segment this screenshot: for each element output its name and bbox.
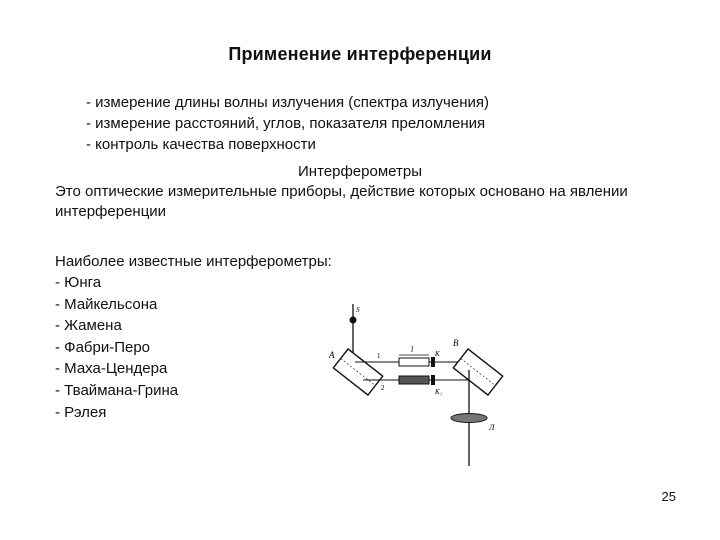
- plate-a: [333, 349, 382, 395]
- slide-title: Применение интерференции: [228, 44, 492, 64]
- list-item: - Рэлея: [55, 403, 107, 421]
- list-item: - Фабри-Перо: [55, 338, 151, 356]
- list-item: - Майкельсона: [55, 295, 158, 313]
- interferometer-types-list: [55, 272, 178, 423]
- list-item: - Жамена: [55, 317, 122, 335]
- jamin-interferometer-diagram: [325, 300, 525, 470]
- list-item: - Маха-Цендера: [55, 360, 168, 378]
- label-beam-2: 2: [381, 384, 385, 392]
- list-item: - измерение расстояний, углов, показателя преломления: [86, 115, 486, 132]
- definition-text: Это оптические измерительные приборы, действие которых основано на явлении интерференции: [55, 183, 628, 220]
- interferometers-intro: Наиболее известные интерферометры:: [55, 253, 332, 270]
- list-item: - измерение длины волны излучения (спектра излучения): [86, 94, 489, 111]
- label-k1: K₁: [435, 388, 443, 396]
- label-plate-a: A: [329, 350, 335, 360]
- plate-b: [453, 349, 502, 395]
- page-number: 25: [661, 489, 676, 504]
- label-lens: Л: [489, 423, 495, 432]
- list-item: - Юнга: [55, 274, 102, 291]
- list-item: - контроль качества поверхности: [86, 136, 316, 153]
- lens: [451, 414, 487, 423]
- section-subtitle: Интерферометры: [298, 163, 422, 180]
- applications-list: [86, 92, 489, 155]
- label-k: K: [435, 350, 440, 358]
- label-source: S: [356, 306, 360, 314]
- compensator-k: [431, 357, 435, 367]
- source-point: [350, 317, 357, 324]
- label-plate-b: B: [453, 338, 459, 348]
- list-item: - Тваймана-Грина: [55, 381, 179, 399]
- label-beam-1: 1: [377, 352, 381, 360]
- cell-upper: [399, 358, 429, 366]
- compensator-k1: [431, 375, 435, 385]
- label-length: l: [411, 345, 414, 354]
- cell-lower: [399, 376, 429, 384]
